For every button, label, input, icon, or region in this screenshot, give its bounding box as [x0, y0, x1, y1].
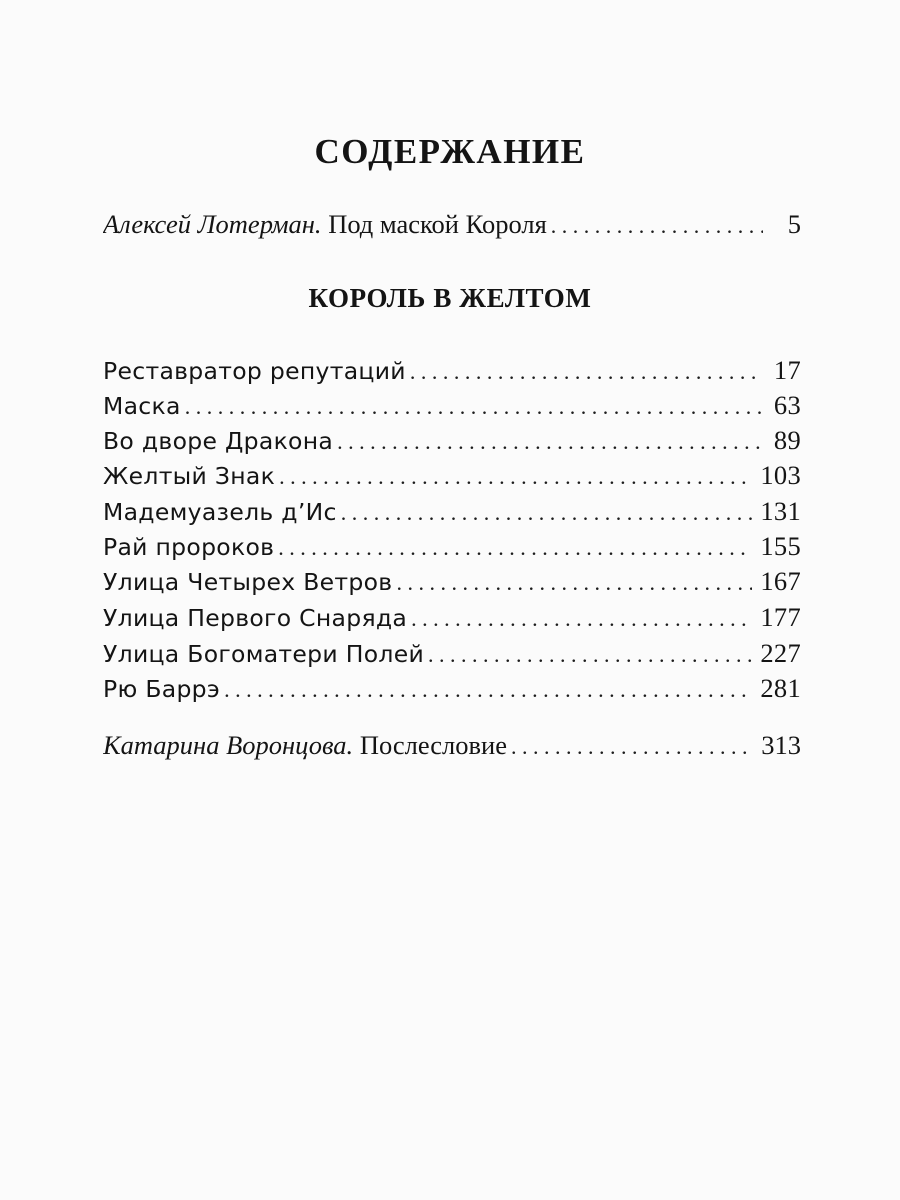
- entry-title: Рай пророков: [103, 533, 275, 561]
- dot-leader: [396, 566, 752, 600]
- toc-entry: [103, 494, 801, 530]
- separator-space: [322, 207, 329, 241]
- entry-author: Катарина Воронцова.: [103, 730, 354, 760]
- toc-entry: [103, 388, 801, 424]
- entry-page-number: 167: [760, 566, 801, 596]
- entry-page-number: 313: [761, 730, 801, 760]
- dot-leader: [185, 390, 763, 424]
- entry-page-number: 103: [760, 460, 801, 490]
- dot-leader: [337, 425, 763, 459]
- dot-leader: [278, 531, 752, 565]
- toc-entry: [103, 636, 801, 672]
- separator-space: [353, 728, 360, 762]
- entry-title: Во дворе Дракона: [103, 427, 334, 455]
- entry-title: Улица Первого Снаряда: [103, 604, 408, 632]
- dot-leader: [279, 460, 752, 494]
- entry-title: Рю Баррэ: [103, 675, 221, 703]
- toc-entry-introduction: [103, 207, 801, 243]
- entry-page-number: 89: [773, 425, 801, 455]
- toc-entry: [103, 600, 801, 636]
- toc-entry: [103, 458, 801, 494]
- entry-title: Улица Богоматери Полей: [103, 640, 425, 668]
- entry-title: Под маской Короля: [328, 209, 547, 239]
- dot-leader: [341, 496, 753, 530]
- entry-page-number: 131: [760, 496, 801, 526]
- entry-page-number: 155: [760, 531, 801, 561]
- entry-page-number: 17: [773, 355, 801, 385]
- page-title: СОДЕРЖАНИЕ: [314, 132, 586, 171]
- toc-entry: [103, 671, 801, 707]
- toc-entry-afterword: [103, 728, 801, 764]
- toc-entry: [103, 423, 801, 459]
- entry-page-number: 281: [760, 673, 801, 703]
- dot-leader: [224, 673, 752, 707]
- section-heading: КОРОЛЬ В ЖЕЛТОМ: [308, 283, 592, 313]
- dot-leader: [551, 209, 763, 243]
- dot-leader: [411, 602, 752, 636]
- dot-leader: [410, 355, 763, 389]
- entry-title: Послесловие: [359, 730, 507, 760]
- toc-entry: [103, 564, 801, 600]
- toc-entry: [103, 529, 801, 565]
- dot-leader: [511, 730, 753, 764]
- entry-page-number: 177: [760, 602, 801, 632]
- entry-title: Маска: [103, 392, 181, 420]
- entry-page-number: 227: [760, 638, 801, 668]
- entry-page-number: 63: [773, 390, 801, 420]
- entry-page-number: 5: [787, 209, 801, 239]
- entry-author: Алексей Лотерман.: [103, 209, 322, 239]
- dot-leader: [428, 638, 752, 672]
- entry-title: Реставратор репутаций: [103, 357, 406, 385]
- toc-entry: [103, 353, 801, 389]
- entry-title: Улица Четырех Ветров: [103, 568, 393, 596]
- entry-title: Мадемуазель д’Ис: [103, 498, 337, 526]
- entry-title: Желтый Знак: [103, 462, 276, 490]
